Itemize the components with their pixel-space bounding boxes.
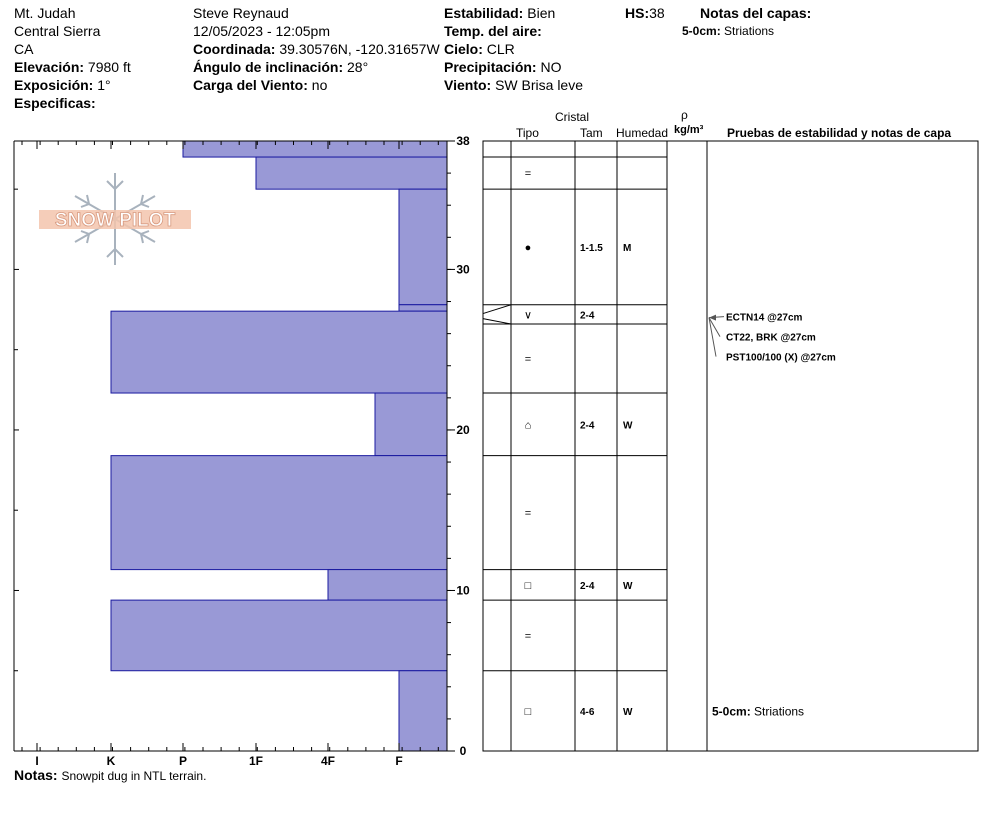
slope-label: Ángulo de inclinación: (193, 59, 344, 75)
depth-tick-label: 10 (456, 583, 470, 598)
hs-label: HS: (625, 5, 650, 21)
grain-size-value: 1-1.5 (580, 242, 603, 254)
stability-label: Estabilidad: (444, 5, 524, 21)
state: CA (14, 41, 34, 57)
hardness-bar (399, 305, 447, 311)
moisture-value: W (623, 420, 633, 432)
moisture-value: W (623, 580, 633, 592)
precip-label: Precipitación: (444, 59, 537, 75)
aspect-value: 1° (97, 77, 111, 93)
grain-size-value: 2-4 (580, 310, 595, 322)
slope-value: 28° (347, 59, 369, 75)
moisture-value: W (623, 706, 633, 718)
bottom-layer-note (712, 705, 804, 719)
grain-type-symbol: = (524, 630, 532, 643)
grain-type-symbol: □ (524, 705, 532, 718)
hardness-bar (183, 141, 447, 157)
depth-tick-label: 38 (456, 134, 470, 148)
aspect-label: Exposición: (14, 77, 94, 93)
weak-layer-connector (483, 305, 511, 314)
hardness-tick-label: P (178, 754, 188, 768)
bottom-layer-note-range: 5-0cm: (712, 704, 755, 719)
layer-note-text: Striations (724, 24, 775, 38)
moisture-header: Humedad (616, 126, 669, 140)
hardness-bar (256, 157, 447, 189)
wind-label: Viento: (444, 77, 492, 93)
observer: Steve Reynaud (193, 5, 289, 21)
layer-notes-label: Notas del capas: (700, 5, 812, 21)
layer-table-frame (483, 141, 978, 751)
tests-header: Pruebas de estabilidad y notas de capa (727, 126, 952, 140)
crystal-header: Cristal (555, 110, 590, 124)
notes-text: Snowpit dug in NTL terrain. (61, 769, 207, 783)
layer-note-range: 5-0cm: (682, 24, 721, 38)
wind-load-label: Carga del Viento: (193, 77, 308, 93)
hardness-bar (375, 393, 447, 456)
rho-header: ρ (681, 108, 688, 122)
hardness-tick-label: K (106, 754, 116, 768)
grain-type-symbol: ● (524, 241, 532, 254)
wind-value: SW Brisa leve (495, 77, 584, 93)
sky-value: CLR (486, 41, 515, 57)
stability-value: Bien (527, 5, 556, 21)
hardness-bar (111, 311, 447, 393)
hardness-tick-label: F (395, 754, 403, 768)
grain-type-symbol: ⌂ (524, 419, 532, 432)
grain-type-symbol: ∨ (523, 309, 533, 322)
wind-load-value: no (311, 77, 328, 93)
hardness-tick-label: I (35, 754, 39, 768)
hardness-tick-label: 4F (320, 754, 336, 768)
depth-tick-label: 20 (456, 422, 470, 437)
grain-type-symbol: = (524, 168, 532, 181)
grain-size-value: 4-6 (580, 706, 595, 718)
datetime: 12/05/2023 - 12:05pm (193, 23, 330, 39)
grain-size-value: 2-4 (580, 420, 595, 432)
grain-type-symbol: = (524, 353, 532, 366)
stability-test-result: ECTN14 @27cm (726, 312, 803, 324)
precip-value: NO (540, 59, 562, 75)
coord-label: Coordinada: (193, 41, 276, 57)
grain-size-value: 2-4 (580, 580, 595, 592)
location: Mt. Judah (14, 5, 76, 21)
moisture-value: M (623, 242, 632, 254)
depth-tick-label: 0 (459, 744, 467, 758)
hardness-bar (111, 456, 447, 570)
size-header: Tam (580, 126, 603, 140)
grain-type-symbol: = (524, 507, 532, 520)
grain-type-symbol: □ (524, 579, 532, 592)
stability-test-result: CT22, BRK @27cm (726, 332, 816, 344)
notes-label: Notas: (14, 767, 58, 783)
stability-test-result: PST100/100 (X) @27cm (726, 352, 836, 364)
depth-tick-label: 30 (456, 262, 470, 277)
bottom-layer-note-text: Striations (754, 704, 805, 719)
hardness-tick-label: 1F (248, 754, 264, 768)
coord-value: 39.30576N, -120.31657W (279, 41, 440, 57)
hs-value: 38 (649, 5, 665, 21)
hardness-bar (111, 600, 447, 671)
elevation-value: 7980 ft (87, 59, 131, 75)
air-temp-label: Temp. del aire: (444, 23, 542, 39)
density-unit-header: kg/m³ (674, 124, 704, 136)
hardness-bar (399, 671, 447, 751)
snowpilot-logo (39, 173, 191, 265)
hardness-bar (328, 570, 447, 601)
elevation-label: Elevación: (14, 59, 85, 75)
logo-text: SNOW PILOT (54, 210, 176, 231)
weak-layer-connector (483, 319, 511, 324)
sky-label: Cielo: (444, 41, 483, 57)
type-header: Tipo (516, 126, 539, 140)
mountain-range: Central Sierra (14, 23, 101, 39)
hardness-bar (399, 189, 447, 305)
specifics-label: Especificas: (14, 95, 96, 111)
